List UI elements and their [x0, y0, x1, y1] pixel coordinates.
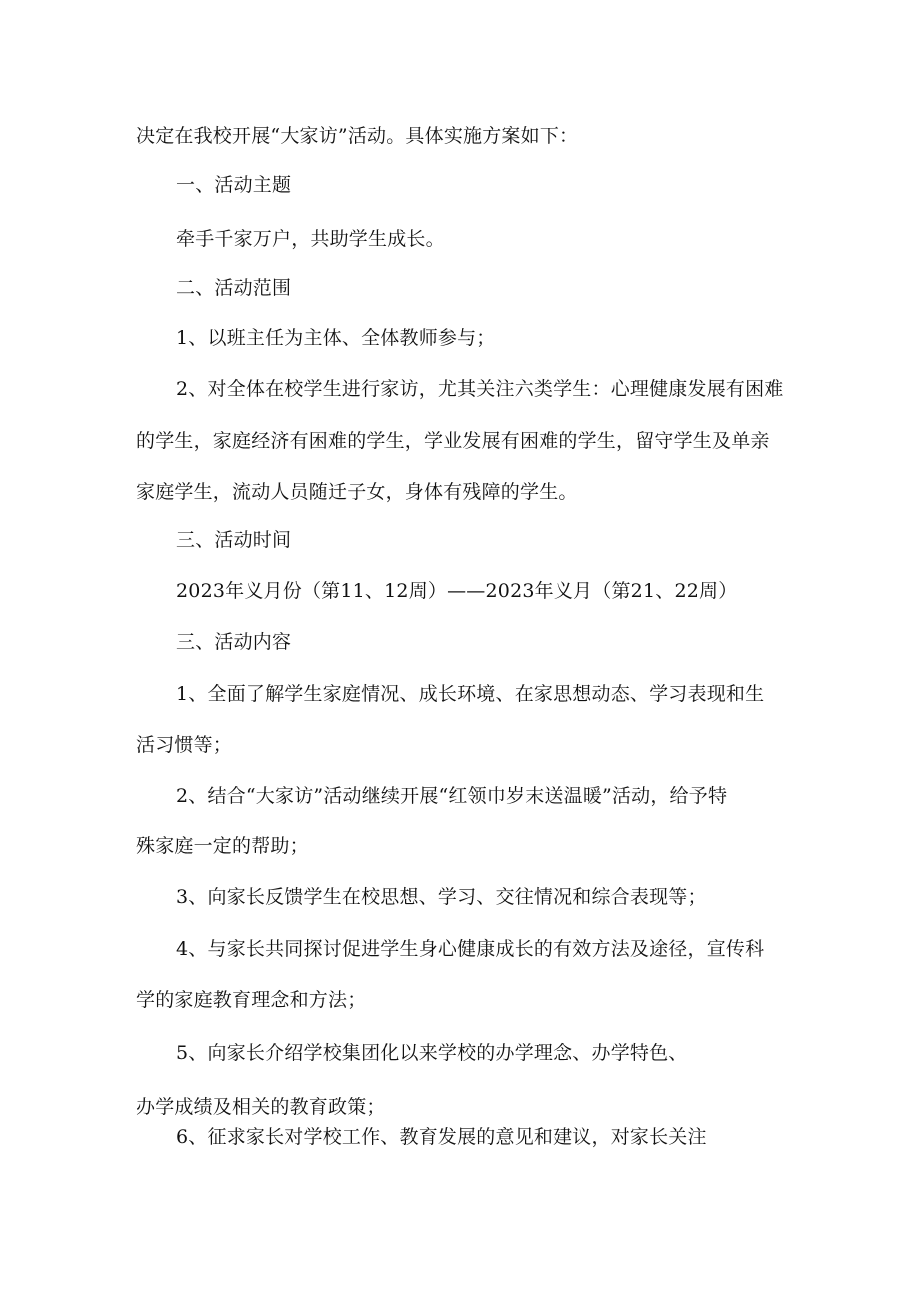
content-item-5-line-1: 5、向家长介绍学校集团化以来学校的办学理念、办学特色、: [176, 1042, 688, 1064]
content-item-2-line-1: 2、结合“大家访”活动继续开展“红领巾岁末送温暖”活动，给予特: [176, 785, 728, 807]
section-heading-scope: 二、活动范围: [176, 277, 292, 299]
content-item-1-line-1: 1、全面了解学生家庭情况、成长环境、在家思想动态、学习表现和生: [176, 683, 765, 705]
section-heading-theme: 一、活动主题: [176, 174, 292, 196]
content-item-5-line-2: 办学成绩及相关的教育政策；: [136, 1096, 386, 1118]
intro-line: 决定在我校开展“大家访”活动。具体实施方案如下：: [136, 125, 579, 147]
scope-item-2-line-1: 2、对全体在校学生进行家访，尤其关注六类学生：心理健康发展有困难: [176, 378, 784, 400]
scope-item-2-line-2: 的学生，家庭经济有困难的学生，学业发展有困难的学生，留守学生及单亲: [136, 430, 770, 452]
section-heading-content: 三、活动内容: [176, 631, 292, 653]
content-item-2-line-2: 殊家庭一定的帮助；: [136, 835, 309, 857]
section-heading-time: 三、活动时间: [176, 529, 292, 551]
content-item-4-line-1: 4、与家长共同探讨促进学生身心健康成长的有效方法及途径，宣传科: [176, 938, 765, 960]
theme-text: 牵手千家万户，共助学生成长。: [176, 228, 445, 250]
content-item-6-line-1: 6、征求家长对学校工作、教育发展的意见和建议，对家长关注: [176, 1126, 707, 1148]
time-text: 2023年义月份（第11、12周）——2023年义月（第21、22周）: [176, 580, 738, 602]
scope-item-1: 1、以班主任为主体、全体教师参与；: [176, 327, 496, 349]
scope-item-2-line-3: 家庭学生，流动人员随迁子女，身体有残障的学生。: [136, 481, 578, 503]
content-item-4-line-2: 学的家庭教育理念和方法；: [136, 989, 367, 1011]
content-item-1-line-2: 活习惯等；: [136, 734, 233, 756]
content-item-3: 3、向家长反馈学生在校思想、学习、交往情况和综合表现等；: [176, 886, 707, 908]
